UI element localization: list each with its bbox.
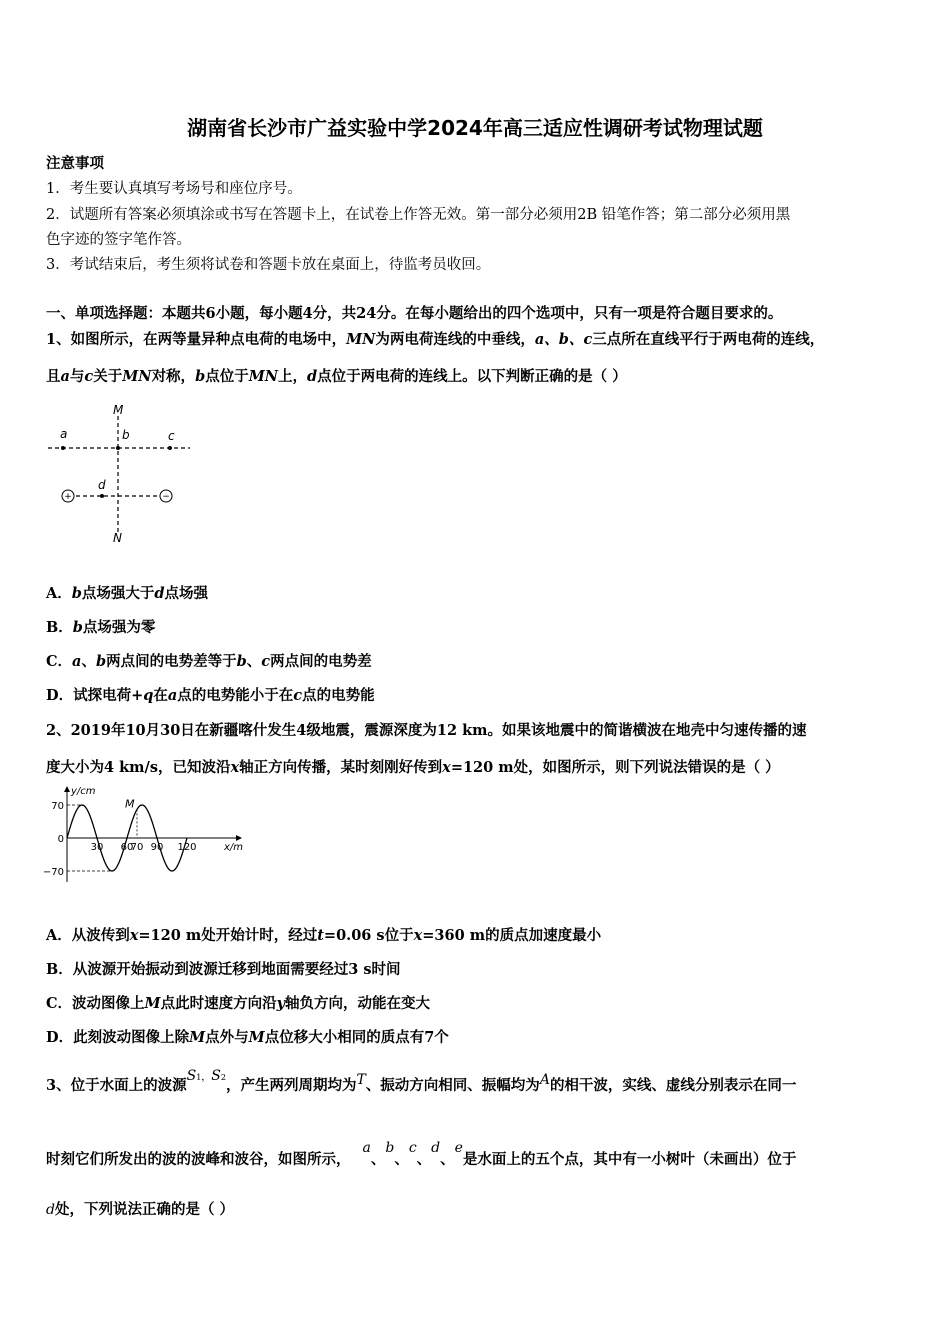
point-c <box>168 446 172 450</box>
x-tick-label: 60 <box>120 842 134 853</box>
notice-heading: 注意事项 <box>46 155 104 172</box>
x-tick-label: 70 <box>130 842 144 853</box>
label-N: N <box>113 531 122 545</box>
q1-line-1: 1、如图所示，在两等量异种点电荷的电场中，MN为两电荷连线的中垂线，a、b、c三点所在直线平行于两电荷的连线， <box>46 331 825 348</box>
x-tick-label: 30 <box>90 842 104 853</box>
y-tick-label: −70 <box>42 867 64 878</box>
q2-option-b[interactable]: B．从波源开始振动到波源迁移到地面需要经过3 s时间 <box>46 961 401 978</box>
point-d <box>100 494 104 498</box>
label-d: d <box>98 478 106 492</box>
q1-field-figure <box>40 398 200 546</box>
page-title: 湖南省长沙市广益实验中学2024年高三适应性调研考试物理试题 <box>187 116 763 140</box>
q2-line-1: 2、2019年10月30日在新疆喀什发生4级地震，震源深度为12 km。如果该地震中的简谐横波在地壳中匀速传播的速 <box>46 722 807 739</box>
y-tick-label: 70 <box>51 801 64 812</box>
x-tick-label: 90 <box>150 842 164 853</box>
q3-line-3: d处，下列说法正确的是（ ） <box>46 1201 235 1218</box>
plus-sign: + <box>64 492 72 502</box>
q1-option-c[interactable]: C．a、b两点间的电势差等于b、c两点间的电势差 <box>46 653 372 670</box>
q1-line-2: 且a与c关于MN对称，b点位于MN上，d点位于两电荷的连线上。以下判断正确的是（ ） <box>46 368 627 385</box>
point-a <box>61 446 65 450</box>
y-axis-label: y/cm <box>71 786 96 797</box>
q2-option-c[interactable]: C．波动图像上M点此时速度方向沿y轴负方向，动能在变大 <box>46 995 431 1012</box>
q3-line-2: 时刻它们所发出的波的波峰和波谷，如图所示，a、b、c、d、e是水面上的五个点，其中有一小树叶（未画出）位于 <box>46 1140 797 1168</box>
q3-line-1: 3、位于水面上的波源S1，S2，产生两列周期均为T、振动方向相同、振幅均为A的相干波，实线、虚线分别表示在同一 <box>46 1068 797 1094</box>
q2-line-2: 度大小为4 km/s，已知波沿x轴正方向传播，某时刻刚好传到x=120 m处，如图所示，则下列说法错误的是（ ） <box>46 759 780 776</box>
x-axis-label: x/m <box>224 842 244 853</box>
label-a: a <box>60 427 68 441</box>
label-M: M <box>113 403 124 417</box>
q1-option-b[interactable]: B．b点场强为零 <box>46 619 156 636</box>
notice-item-3: 3．考试结束后，考生须将试卷和答题卡放在桌面上，待监考员收回。 <box>46 257 491 273</box>
label-c: c <box>168 429 175 443</box>
point-m-label: M <box>125 797 135 811</box>
label-b: b <box>122 428 130 442</box>
q1-option-d[interactable]: D．试探电荷+q在a点的电势能小于在c点的电势能 <box>46 687 375 704</box>
q2-option-a[interactable]: A．从波传到x=120 m处开始计时，经过t=0.06 s位于x=360 m的质点加速度最小 <box>46 927 602 944</box>
q2-option-d[interactable]: D．此刻波动图像上除M点外与M点位移大小相同的质点有7个 <box>46 1029 449 1046</box>
y-tick-label: 0 <box>57 834 64 845</box>
notice-item-2-cont: 色字迹的签字笔作答。 <box>46 232 191 248</box>
notice-item-2: 2．试题所有答案必须填涂或书写在答题卡上，在试卷上作答无效。第一部分必须用2B 铅笔作答；第二部分必须用黑 <box>46 207 791 223</box>
q2-wave-chart <box>40 782 255 888</box>
x-tick-label: 120 <box>177 842 197 853</box>
y-axis-arrow <box>64 786 70 792</box>
point-b <box>116 446 120 450</box>
notice-item-1: 1．考生要认真填写考场号和座位序号。 <box>46 181 302 197</box>
x-axis-arrow <box>236 835 242 841</box>
section-heading: 一、单项选择题：本题共6小题，每小题4分，共24分。在每小题给出的四个选项中，只有一项是符合题目要求的。 <box>46 305 783 322</box>
minus-sign: − <box>162 492 170 502</box>
q1-option-a[interactable]: A．b点场强大于d点场强 <box>46 585 209 602</box>
